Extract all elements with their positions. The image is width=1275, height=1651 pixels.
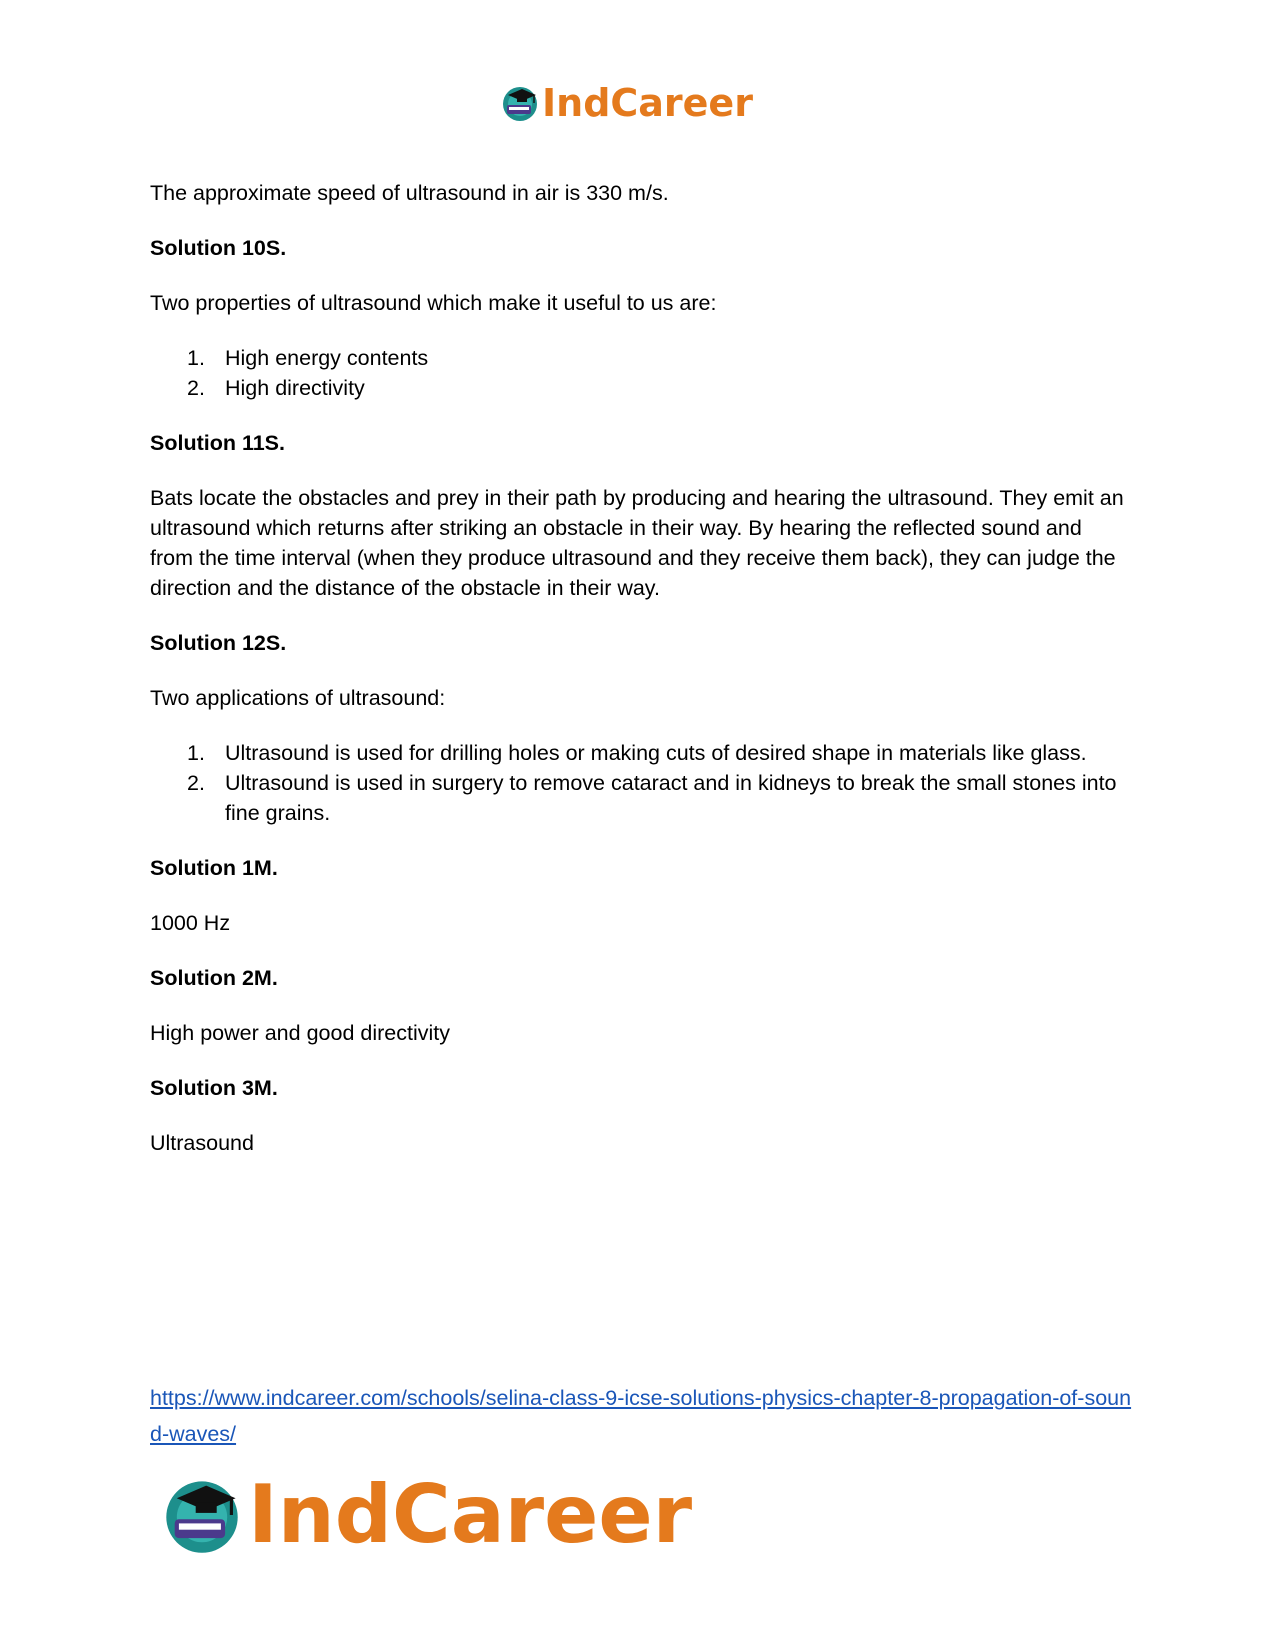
list-number: 1. (187, 741, 205, 765)
list-number: 2. (187, 771, 205, 795)
solution-12s-text: Two applications of ultrasound: (150, 686, 446, 710)
solution-11s-heading: Solution 11S. (150, 431, 285, 455)
list-item-text: Ultrasound is used for drilling holes or making cuts of desired shape in materials like glass. (225, 741, 1087, 765)
solution-2m-text: High power and good directivity (150, 1021, 450, 1045)
source-url-link[interactable]: https://www.indcareer.com/schools/selina-class-9-icse-solutions-physics-chapter-8-propagation-of-sound-waves/ (150, 1386, 1132, 1446)
solution-11s-text: Bats locate the obstacles and prey in their path by producing and hearing the ultrasound. They emit an ultrasound which returns after striking an obstacle in their way. By hearing the reflected sound and from the time interval (when they produce ultrasound and they receive them back), they can judge the direction and the distance of the obstacle in their way. (150, 486, 1124, 600)
document-body (150, 178, 1125, 1183)
solution-12s-heading: Solution 12S. (150, 631, 287, 655)
list-item (150, 373, 1125, 403)
footer-logo (160, 1470, 692, 1560)
list-item (150, 768, 1125, 828)
list-item-text: Ultrasound is used in surgery to remove cataract and in kidneys to break the small stones into fine grains. (225, 771, 1117, 825)
list-item-text: High energy contents (225, 346, 429, 370)
solution-10s-list (150, 343, 1125, 403)
solution-3m-heading: Solution 3M. (150, 1076, 278, 1100)
solution-10s-text: Two properties of ultrasound which make it useful to us are: (150, 291, 717, 315)
header-logo (500, 80, 753, 126)
solution-10s-heading: Solution 10S. (150, 236, 287, 260)
list-item-text: High directivity (225, 376, 365, 400)
solution-2m-heading: Solution 2M. (150, 966, 278, 990)
solution-12s-list (150, 738, 1125, 828)
graduation-book-icon (160, 1473, 244, 1557)
solution-3m-text: Ultrasound (150, 1131, 254, 1155)
logo-wordmark: IndCareer (542, 81, 753, 125)
solution-1m-heading: Solution 1M. (150, 856, 278, 880)
list-number: 1. (187, 346, 205, 370)
graduation-book-icon (500, 83, 540, 123)
list-item (150, 738, 1125, 768)
logo-wordmark: IndCareer (248, 1468, 693, 1561)
intro-paragraph: The approximate speed of ultrasound in air is 330 m/s. (150, 181, 669, 205)
solution-1m-text: 1000 Hz (150, 911, 231, 935)
list-number: 2. (187, 376, 205, 400)
list-item (150, 343, 1125, 373)
